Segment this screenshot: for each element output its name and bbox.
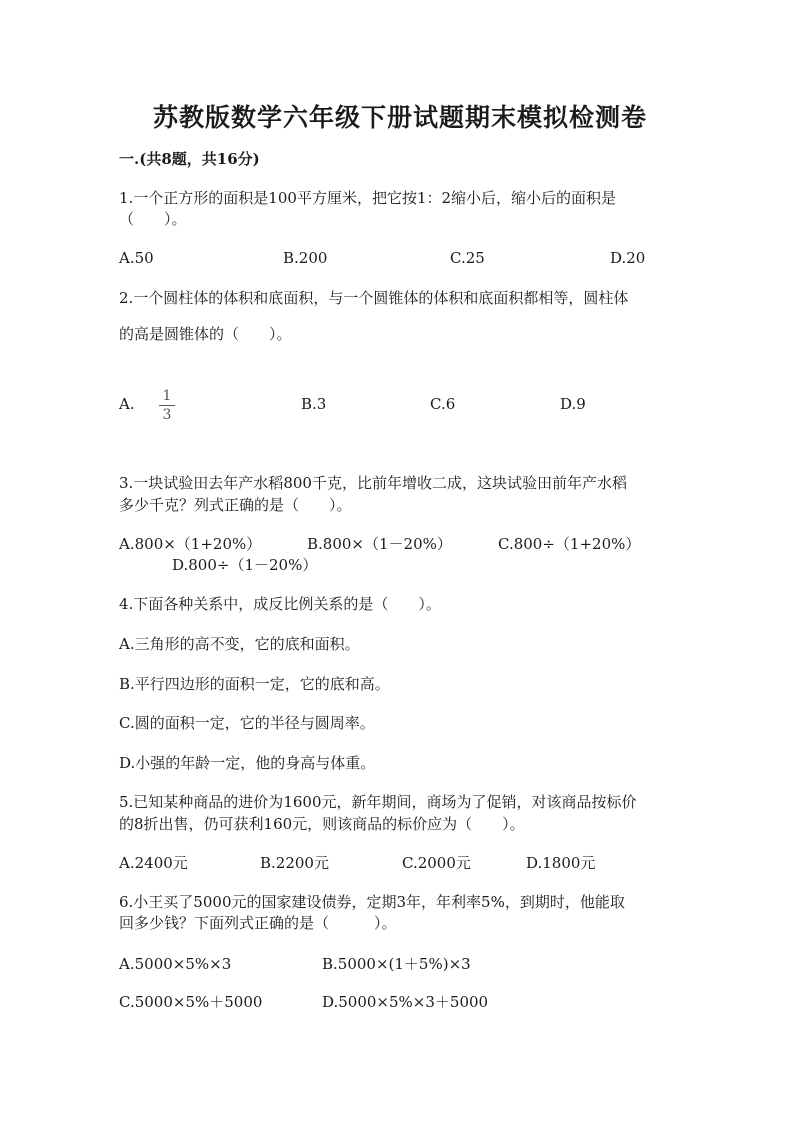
- fraction-numerator: 1: [162, 388, 172, 404]
- question-4-text: 4.下面各种关系中，成反比例关系的是（ ）。: [119, 595, 441, 613]
- question-5-option-d[interactable]: D.1800元: [526, 854, 596, 872]
- question-2-option-c[interactable]: C.6: [430, 395, 456, 413]
- question-3-option-a[interactable]: A.800×（1+20%）: [119, 535, 262, 553]
- question-2-text-line-1: 2.一个圆柱体的体积和底面积，与一个圆锥体的体积和底面积都相等，圆柱体: [119, 289, 629, 307]
- question-3-option-d[interactable]: D.800÷（1－20%）: [172, 556, 318, 574]
- question-6-option-a[interactable]: A.5000×5%×3: [119, 955, 232, 973]
- question-4-option-d[interactable]: D.小强的年龄一定，他的身高与体重。: [119, 754, 376, 772]
- question-6-text-line-2: 回多少钱？下面列式正确的是（ ）。: [119, 914, 397, 932]
- question-5-text-line-2: 的8折出售，仍可获利160元，则该商品的标价应为（ ）。: [119, 815, 525, 833]
- question-4-option-c[interactable]: C.圆的面积一定，它的半径与圆周率。: [119, 714, 375, 732]
- question-6-option-b[interactable]: B.5000×(1＋5%)×3: [322, 955, 471, 973]
- section-heading: 一.(共8题，共16分): [119, 150, 260, 168]
- question-1-text-line-1: 1.一个正方形的面积是100平方厘米，把它按1：2缩小后，缩小后的面积是: [119, 189, 617, 207]
- fraction-bar: [159, 405, 175, 406]
- question-5-option-c[interactable]: C.2000元: [402, 854, 471, 872]
- question-1-option-a[interactable]: A.50: [119, 249, 154, 267]
- page-title: 苏教版数学六年级下册试题期末模拟检测卷: [152, 103, 647, 132]
- question-2-option-b[interactable]: B.3: [301, 395, 327, 413]
- question-2-option-d[interactable]: D.9: [560, 395, 586, 413]
- question-5-option-b[interactable]: B.2200元: [260, 854, 329, 872]
- question-5-text-line-1: 5.已知某种商品的进价为1600元，新年期间，商场为了促销，对该商品按标价: [119, 793, 637, 811]
- question-4-option-b[interactable]: B.平行四边形的面积一定，它的底和高。: [119, 675, 390, 693]
- question-1-option-d[interactable]: D.20: [610, 249, 646, 267]
- question-3-option-b[interactable]: B.800×（1－20%）: [307, 535, 452, 553]
- question-1-option-c[interactable]: C.25: [450, 249, 485, 267]
- question-6-option-c[interactable]: C.5000×5%＋5000: [119, 993, 263, 1011]
- question-1-text-line-2: （ ）。: [119, 210, 187, 228]
- fraction-denominator: 3: [162, 407, 172, 423]
- question-5-option-a[interactable]: A.2400元: [119, 854, 188, 872]
- question-3-option-c[interactable]: C.800÷（1+20%）: [498, 535, 641, 553]
- question-3-text-line-2: 多少千克？列式正确的是（ ）。: [119, 496, 352, 514]
- question-2-option-a-fraction: [159, 388, 175, 423]
- question-2-text-line-2: 的高是圆锥体的（ ）。: [119, 325, 292, 343]
- question-2-option-a[interactable]: A.: [119, 395, 135, 413]
- question-3-text-line-1: 3.一块试验田去年产水稻800千克，比前年增收二成，这块试验田前年产水稻: [119, 474, 627, 492]
- question-1-option-b[interactable]: B.200: [283, 249, 328, 267]
- question-4-option-a[interactable]: A.三角形的高不变，它的底和面积。: [119, 635, 360, 653]
- question-6-text-line-1: 6.小王买了5000元的国家建设债券，定期3年，年利率5%，到期时，他能取: [119, 893, 625, 911]
- question-6-option-d[interactable]: D.5000×5%×3＋5000: [322, 993, 489, 1011]
